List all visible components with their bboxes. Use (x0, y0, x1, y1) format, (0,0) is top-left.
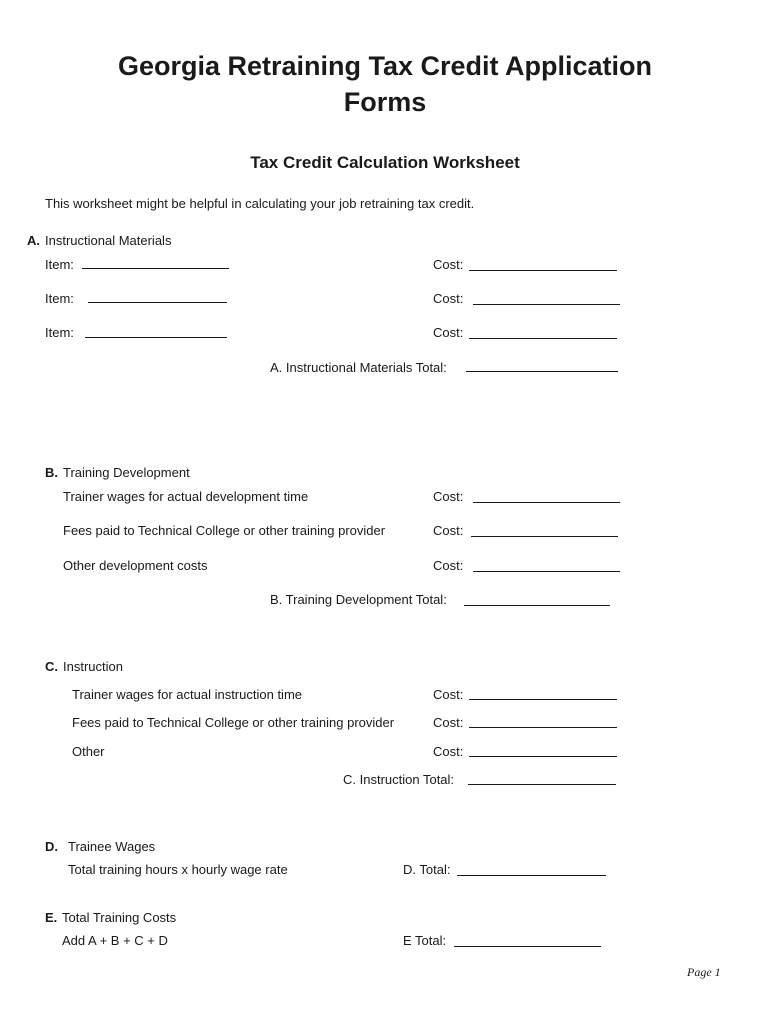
section-e-total-label: E Total: (403, 933, 447, 948)
section-b-total-field[interactable] (464, 605, 610, 606)
section-d-row: Total training hours x hourly wage rate (68, 862, 288, 877)
section-a-item-label-2: Item: (45, 291, 74, 306)
section-a-cost-field-1[interactable] (469, 270, 617, 271)
section-b-row-3: Other development costs (63, 558, 208, 573)
section-c-cost-label-3: Cost: (433, 744, 464, 759)
section-c-cost-field-1[interactable] (469, 699, 617, 700)
section-e-total-field[interactable] (454, 946, 601, 947)
section-c-letter: C. (45, 659, 58, 674)
section-c-cost-label-1: Cost: (433, 687, 464, 702)
section-d-heading: Trainee Wages (68, 839, 156, 854)
section-a-cost-field-2[interactable] (473, 304, 620, 305)
section-b-total-label: B. Training Development Total: (270, 592, 447, 607)
page-number: Page 1 (687, 965, 721, 979)
section-c-cost-field-3[interactable] (469, 756, 617, 757)
section-a-item-field-3[interactable] (85, 337, 227, 338)
section-c-row-2: Fees paid to Technical College or other training provider (72, 715, 395, 730)
section-e-row: Add A + B + C + D (62, 933, 168, 948)
section-b-heading: Training Development (63, 465, 190, 480)
section-b-cost-label-3: Cost: (433, 558, 464, 573)
section-c-heading: Instruction (63, 659, 123, 674)
section-b-cost-field-3[interactable] (473, 571, 620, 572)
section-a-total-label: A. Instructional Materials Total: (270, 360, 447, 375)
section-b-cost-label-2: Cost: (433, 523, 464, 538)
section-a-cost-label-2: Cost: (433, 291, 464, 306)
section-a-item-field-1[interactable] (82, 268, 229, 269)
section-c-cost-field-2[interactable] (469, 727, 617, 728)
section-b-cost-field-2[interactable] (471, 536, 618, 537)
intro-text: This worksheet might be helpful in calculating your job retraining tax credit. (45, 196, 475, 211)
section-a-heading: Instructional Materials (45, 233, 172, 248)
section-a-item-field-2[interactable] (88, 302, 227, 303)
section-c-cost-label-2: Cost: (433, 715, 464, 730)
section-b-row-1: Trainer wages for actual development time (63, 489, 309, 504)
section-b-cost-label-1: Cost: (433, 489, 464, 504)
page-title-line-2: Forms (343, 87, 427, 117)
section-c-row-3: Other (72, 744, 105, 759)
section-b-row-2: Fees paid to Technical College or other training provider (63, 523, 386, 538)
section-c-row-1: Trainer wages for actual instruction time (72, 687, 303, 702)
section-a-cost-label-3: Cost: (433, 325, 464, 340)
section-b-cost-field-1[interactable] (473, 502, 620, 503)
section-e-letter: E. (45, 910, 58, 925)
section-d-total-field[interactable] (457, 875, 606, 876)
section-c-total-field[interactable] (468, 784, 616, 785)
section-a-letter: A. (27, 233, 40, 248)
page-title-line-1: Georgia Retraining Tax Credit Application (117, 51, 653, 81)
section-a-total-field[interactable] (466, 371, 618, 372)
section-c-total-label: C. Instruction Total: (343, 772, 455, 787)
section-d-total-label: D. Total: (403, 862, 451, 877)
section-a-cost-field-3[interactable] (469, 338, 617, 339)
section-e-heading: Total Training Costs (62, 910, 177, 925)
section-d-letter: D. (45, 839, 58, 854)
section-a-item-label-1: Item: (45, 257, 74, 272)
section-a-cost-label-1: Cost: (433, 257, 464, 272)
section-b-letter: B. (45, 465, 58, 480)
worksheet-subtitle: Tax Credit Calculation Worksheet (250, 153, 520, 172)
section-a-item-label-3: Item: (45, 325, 74, 340)
